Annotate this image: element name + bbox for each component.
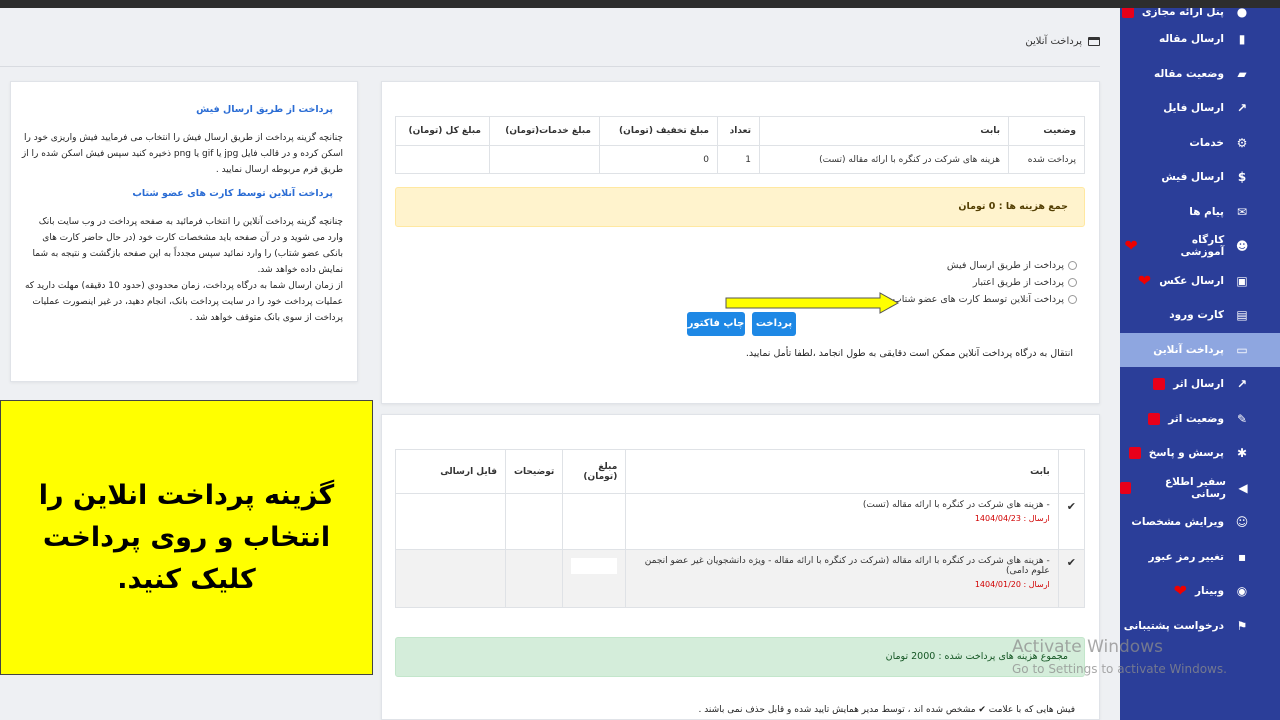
- cell-discount: 0: [600, 146, 718, 174]
- help-heading-online: پرداخت آنلاین توسط کارت های عضو شتاب: [132, 188, 333, 199]
- sidebar-item-label: وبینار: [1194, 585, 1224, 598]
- row-title: [626, 550, 1058, 608]
- col-title: بابت: [760, 117, 1009, 146]
- sidebar-item-label: ویرایش مشخصات: [1131, 516, 1224, 529]
- row-file: [396, 494, 506, 550]
- dollar-icon: $: [1237, 170, 1247, 185]
- arrow-annotation-icon: [724, 292, 900, 314]
- option-receipt[interactable]: [893, 257, 1077, 274]
- sidebar-item-label: کارگاه آموزشی: [1180, 234, 1225, 259]
- sidebar-item-services[interactable]: [1120, 126, 1280, 161]
- users-icon: ☻: [1235, 239, 1249, 254]
- sidebar-item-label: پرداخت آنلاین: [1153, 343, 1224, 356]
- sidebar-item-work-status[interactable]: [1120, 402, 1280, 437]
- sidebar-item-label: درخواست پشتیبانی: [1123, 619, 1224, 632]
- row-desc: [506, 550, 563, 608]
- table-row: [396, 146, 1085, 174]
- bullhorn-icon: ◀: [1238, 480, 1248, 495]
- row-desc: [506, 494, 563, 550]
- sidebar-item-label: ارسال فایل: [1163, 102, 1224, 115]
- sidebar-item-send-work[interactable]: [1120, 367, 1280, 402]
- sidebar: [1120, 8, 1280, 720]
- help-text-timeout: از زمان ارسال شما به درگاه پرداخت، زمان محدودي (حدود 10 دقیقه) مهلت دارید که عملیات پرداخت خود را در سایت پرداخت بانک، انجام دهید، در غیر اینصورت عملیات پرداخت از سوی بانک متوقف خواهد شد .: [24, 281, 343, 323]
- sidebar-item-label: کارت ورود: [1169, 309, 1224, 322]
- option-label: پرداخت از طریق اعتبار: [972, 277, 1064, 288]
- sidebar-item-edit-profile[interactable]: [1120, 505, 1280, 540]
- cell-status: پرداخت شده: [1009, 146, 1085, 174]
- envelope-icon: ✉: [1236, 204, 1248, 219]
- lock-icon: [1120, 482, 1131, 494]
- sidebar-item-workshop[interactable]: [1120, 229, 1280, 264]
- payment-options: [893, 257, 1077, 308]
- credit-card-icon: ▭: [1236, 342, 1248, 357]
- option-online[interactable]: [893, 291, 1077, 308]
- sidebar-item-change-password[interactable]: [1120, 540, 1280, 575]
- user-circle-icon: ●: [1236, 8, 1248, 19]
- footnote: فیش هایی که با علامت ✔ مشخص شده اند ، توسط مدیر همایش تایید شده و قابل حذف نمی باشند .: [698, 705, 1075, 715]
- id-card-icon: ▤: [1236, 308, 1248, 323]
- col-service: مبلغ خدمات(تومان): [490, 117, 600, 146]
- lock-icon: [1129, 447, 1141, 459]
- sidebar-item-ambassador[interactable]: [1120, 471, 1280, 506]
- sidebar-item-label: ارسال فیش: [1161, 171, 1224, 184]
- sidebar-item-virtual-panel[interactable]: [1120, 8, 1280, 22]
- sidebar-item-label: پرسش و پاسخ: [1148, 447, 1224, 460]
- windows-watermark: [1012, 636, 1227, 680]
- sidebar-item-webinar[interactable]: [1120, 574, 1280, 609]
- col-discount: مبلغ تخفیف (تومان): [600, 117, 718, 146]
- row-title: [626, 494, 1058, 550]
- divider: [0, 66, 1100, 67]
- help-panel: [10, 81, 358, 382]
- comments-icon: ✱: [1236, 446, 1248, 461]
- sidebar-item-label: پیام ها: [1189, 205, 1224, 218]
- sidebar-item-label: پنل ارائه مجازی: [1141, 8, 1224, 18]
- sidebar-item-label: ارسال اثر: [1173, 378, 1224, 391]
- cell-title: هزینه های شرکت در کنگره با ارائه مقاله (تست): [760, 146, 1009, 174]
- col-file: فایل ارسالی: [396, 450, 506, 494]
- sidebar-item-label: ارسال مقاله: [1159, 33, 1224, 46]
- flag-icon: ⚑: [1236, 618, 1248, 633]
- sidebar-item-label: وضعیت مقاله: [1154, 67, 1224, 80]
- payment-panel: [381, 81, 1100, 404]
- image-icon: ▣: [1236, 273, 1248, 288]
- row-file: [396, 550, 506, 608]
- payment-table: [395, 116, 1085, 174]
- sidebar-item-qa[interactable]: [1120, 436, 1280, 471]
- credit-card-icon: [1088, 37, 1100, 46]
- external-link-icon: ↗: [1236, 101, 1248, 116]
- sidebar-item-label: سفیر اطلاع رسانی: [1164, 475, 1226, 500]
- row-date: ارسال : 1404/01/20: [974, 580, 1050, 589]
- col-total: مبلغ کل (تومان): [396, 117, 490, 146]
- cell-count: 1: [718, 146, 760, 174]
- sidebar-item-label: ارسال عکس: [1159, 274, 1224, 287]
- external-link-icon: ↗: [1236, 377, 1248, 392]
- sidebar-item-entry-card[interactable]: [1120, 298, 1280, 333]
- col-desc: توضیحات: [506, 450, 563, 494]
- row-amount: [563, 550, 626, 608]
- page-title: پرداخت آنلاین: [1025, 36, 1082, 47]
- col-amount: مبلغ (تومان): [563, 450, 626, 494]
- col-check: [1058, 450, 1084, 494]
- cogs-icon: ⚙: [1236, 135, 1248, 150]
- row-amount: [563, 494, 626, 550]
- check-icon: ✔: [1058, 550, 1084, 608]
- table-row: [396, 494, 1085, 550]
- breadcrumb: [1025, 36, 1100, 47]
- sidebar-item-label: وضعیت اثر: [1168, 412, 1224, 425]
- table-row: [396, 550, 1085, 608]
- user-edit-icon: ☺: [1235, 515, 1249, 530]
- file-icon: ▮: [1238, 32, 1246, 47]
- lock-icon: ▪: [1237, 549, 1247, 564]
- radio-button[interactable]: [1068, 278, 1077, 287]
- print-invoice-button[interactable]: چاپ فاکتور: [687, 312, 745, 336]
- pay-button[interactable]: پرداخت: [752, 312, 796, 336]
- watermark-line2: Go to Settings to activate Windows.: [1012, 662, 1227, 676]
- edit-icon: ✎: [1236, 411, 1248, 426]
- help-text-online: چنانچه گزینه پرداخت آنلاین را انتخاب فرمائید به صفحه پرداخت در وب سایت بانک وارد می شوید و در آن صفحه باید مشخصات کارت خود (در حال حاضر کارت های بانکی عضو شتاب) را وارد نمائید سپس مجدداً به این صفحه بازگشت و نتیجه به شما نمایش داده خواهد شد.: [32, 217, 343, 275]
- new-badge-icon: [1122, 8, 1134, 18]
- payments-history-panel: [381, 414, 1100, 720]
- radio-button[interactable]: [1068, 295, 1077, 304]
- col-title: بابت: [626, 450, 1058, 494]
- history-table: [395, 449, 1085, 608]
- total-alert: جمع هزینه ها : 0 تومان: [395, 187, 1085, 227]
- sidebar-item-label: تغییر رمز عبور: [1148, 550, 1224, 563]
- redirect-note: انتقال به درگاه پرداخت آنلاین ممکن است دقایقی به طول انجامد ،لطفا تأمل نمایید.: [745, 348, 1073, 359]
- sidebar-item-submit-paper[interactable]: [1120, 22, 1280, 57]
- play-circle-icon: ◉: [1236, 584, 1248, 599]
- instruction-callout: گزینه پرداخت انلاین را انتخاب و روی پرداخت کلیک کنید.: [0, 400, 373, 675]
- watermark-line1: Activate Windows: [1012, 637, 1163, 657]
- sidebar-item-label: خدمات: [1189, 136, 1224, 149]
- col-count: تعداد: [718, 117, 760, 146]
- paid-total-alert: مجموع هزینه های پرداخت شده : 2000 تومان: [395, 637, 1085, 677]
- new-badge-icon: ❤: [1137, 270, 1152, 290]
- folder-open-icon: ▰: [1237, 66, 1247, 81]
- new-badge-icon: ❤: [1124, 236, 1138, 256]
- sidebar-item-send-photo[interactable]: [1120, 264, 1280, 299]
- help-text-receipt: چنانچه گزینه پرداخت از طریق ارسال فیش را انتخاب می فرمایید فیش واریزی خود را اسکن کرده و در قالب فایل jpg یا gif یا png ذخیره کنید سپس فیش اسکن شده را از طریق فرم مربوطه ارسال نمایید .: [21, 133, 343, 175]
- row-title-text: - هزینه های شرکت در کنگره با ارائه مقاله (تست): [862, 500, 1050, 510]
- col-status: وضعیت: [1009, 117, 1085, 146]
- sidebar-item-paper-status[interactable]: [1120, 57, 1280, 92]
- row-date: ارسال : 1404/04/23: [974, 514, 1050, 523]
- option-label: پرداخت از طریق ارسال فیش: [946, 260, 1064, 271]
- sidebar-item-send-receipt[interactable]: [1120, 160, 1280, 195]
- sidebar-item-send-file[interactable]: [1120, 91, 1280, 126]
- lock-icon: [1153, 378, 1165, 390]
- help-heading-receipt: پرداخت از طریق ارسال فیش: [196, 104, 333, 115]
- sidebar-item-online-payment[interactable]: [1120, 333, 1280, 368]
- new-badge-icon: ❤: [1173, 581, 1187, 601]
- cell-total: [396, 146, 490, 174]
- top-strip: [0, 0, 1280, 8]
- sidebar-item-messages[interactable]: [1120, 195, 1280, 230]
- row-title-text: - هزینه های شرکت در کنگره با ارائه مقاله (شرکت در کنگره با ارائه مقاله - ویژه دانشجویان غیر عضو انجمن علوم دامی): [644, 556, 1050, 576]
- cell-service: [490, 146, 600, 174]
- check-icon: ✔: [1058, 494, 1084, 550]
- option-credit[interactable]: [893, 274, 1077, 291]
- option-label: پرداخت آنلاین توسط کارت های عضو شتاب: [892, 294, 1064, 305]
- radio-button[interactable]: [1068, 261, 1077, 270]
- lock-icon: [1148, 413, 1160, 425]
